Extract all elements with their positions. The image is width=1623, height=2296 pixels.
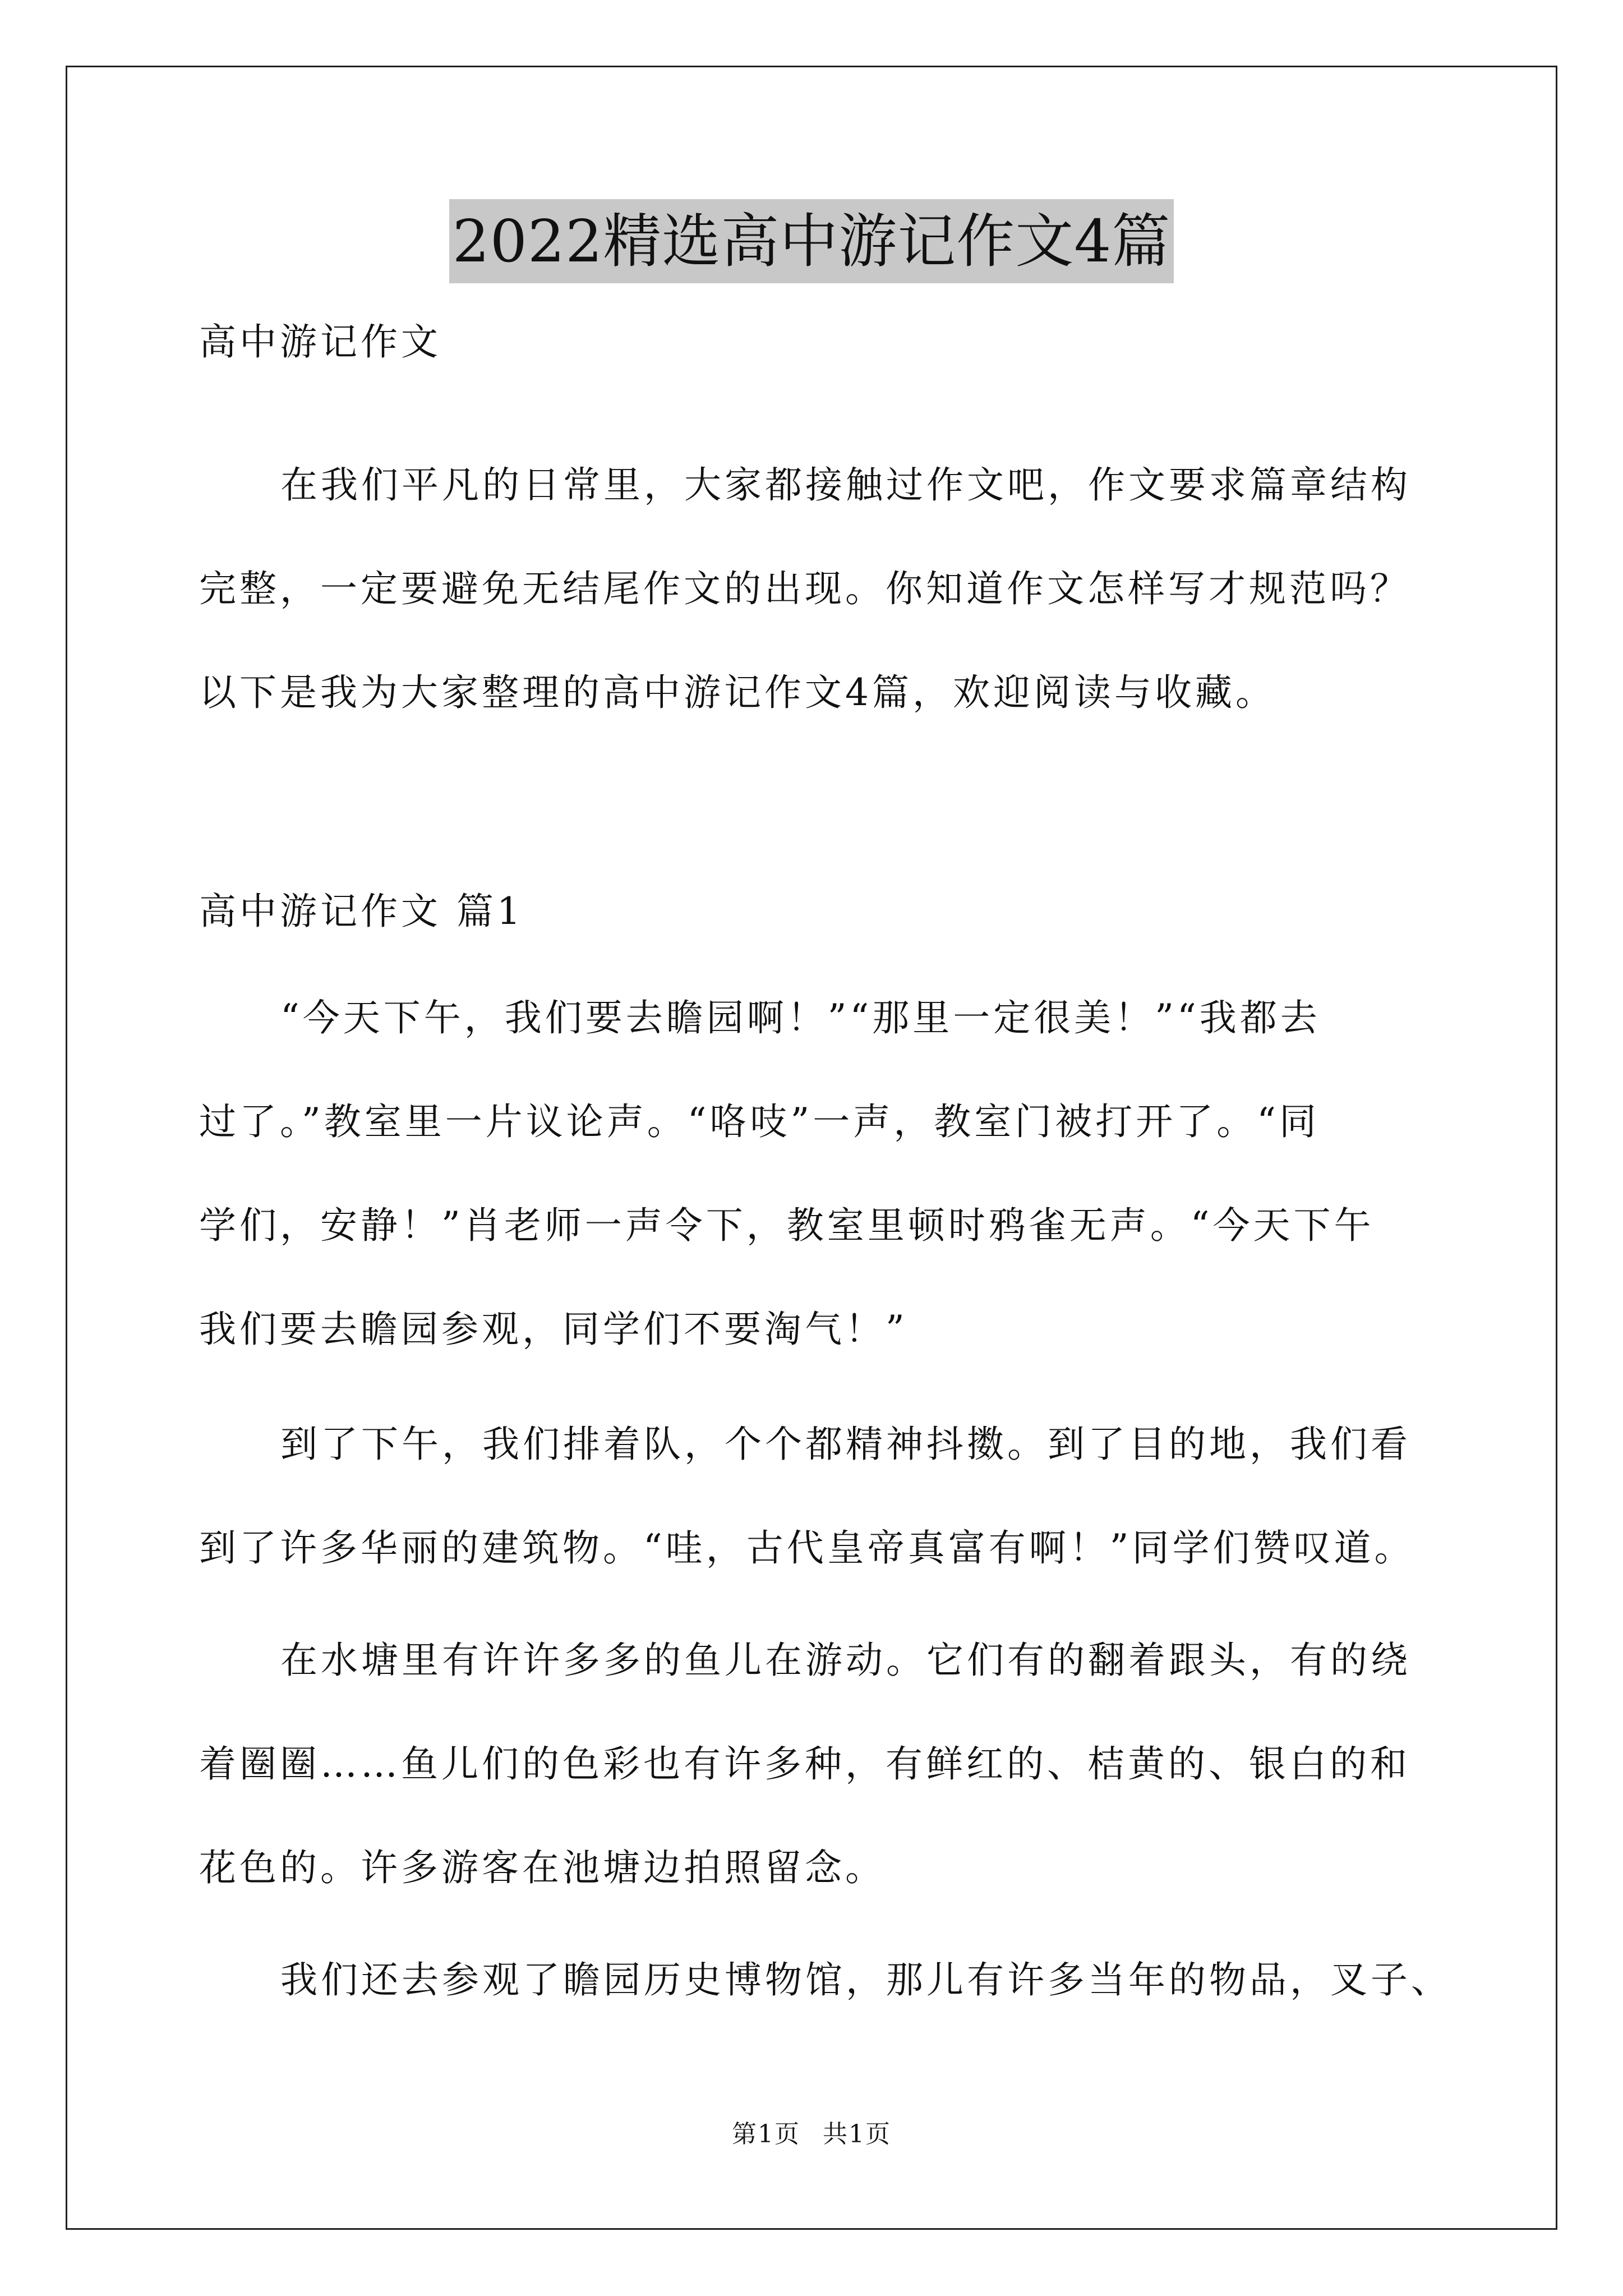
page-footer [0, 2118, 1623, 2151]
body-line: 过了。”教室里一片议论声。“咯吱”一声，教室门被打开了。“同 [199, 1100, 1320, 1143]
body-line: 着圈圈……鱼儿们的色彩也有许多种，有鲜红的、桔黄的、银白的和 [199, 1742, 1410, 1786]
body-line: 在水塘里有许许多多的鱼儿在游动。它们有的翻着跟头，有的绕 [280, 1639, 1411, 1682]
intro-line: 完整，一定要避免无结尾作文的出现。你知道作文怎样写才规范吗？ [199, 567, 1410, 610]
body-line: 我们要去瞻园参观，同学们不要淘气！” [199, 1308, 908, 1351]
body-line: 到了下午，我们排着队，个个都精神抖擞。到了目的地，我们看 [280, 1423, 1411, 1466]
title-container [0, 199, 1623, 283]
body-line: 我们还去参观了瞻园历史博物馆，那儿有许多当年的物品，叉子、 [280, 1958, 1451, 2001]
document-title: 2022精选高中游记作文4篇 [449, 199, 1174, 283]
section-heading: 高中游记作文 [199, 320, 441, 364]
intro-line: 在我们平凡的日常里，大家都接触过作文吧，作文要求篇章结构 [280, 463, 1411, 507]
body-line: “今天下午，我们要去瞻园啊！”“那里一定很美！”“我都去 [280, 996, 1321, 1039]
essay-heading: 高中游记作文 篇1 [199, 890, 524, 933]
intro-line: 以下是我为大家整理的高中游记作文4篇，欢迎阅读与收藏。 [199, 671, 1276, 714]
body-line: 花色的。许多游客在池塘边拍照留念。 [199, 1846, 886, 1889]
body-line: 学们，安静！”肖老师一声令下，教室里顿时鸦雀无声。“今天下午 [199, 1204, 1375, 1247]
page-total: 共1页 [823, 2120, 891, 2148]
page-number: 第1页 [732, 2120, 800, 2148]
body-line: 到了许多华丽的建筑物。“哇，古代皇帝真富有啊！”同学们赞叹道。 [199, 1526, 1415, 1570]
